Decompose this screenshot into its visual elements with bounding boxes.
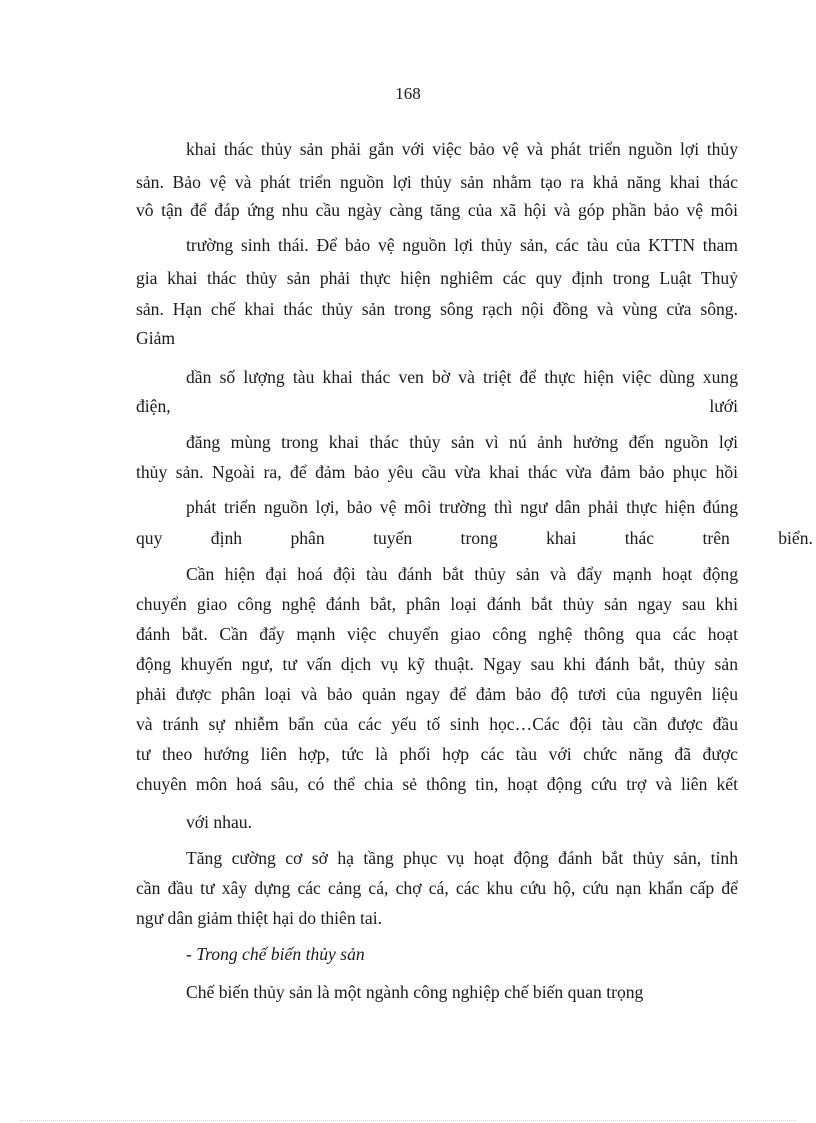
section-heading [186, 942, 738, 966]
text-line: phát triển nguồn lợi, bảo vệ môi trường thì ngư dân phải thực hiện đúng [186, 497, 738, 517]
text-line: chuyển giao công nghệ đánh bắt, phân loại đánh bắt thủy sản ngay sau khi [136, 594, 738, 614]
text-line: sản. Hạn chế khai thác thủy sản trong sông rạch nội đồng và vùng cửa sông. [136, 299, 738, 319]
text-line: Chế biến thủy sản là một ngành công nghiệp chế biến quan trọng [186, 982, 644, 1002]
text-line: và tránh sự nhiễm bẩn của các yếu tố sinh học…Các đội tàu cần được đầu [136, 714, 738, 734]
text-line: phải được phân loại và bảo quản ngay để đảm bảo độ tươi của nguyên liệu [136, 684, 738, 704]
text-line: gia khai thác thủy sản phải thực hiện nghiêm các quy định trong Luật Thuỷ [136, 268, 738, 288]
text-line: với nhau. [186, 812, 252, 832]
text-line: Giảm [136, 328, 176, 348]
text-line: sản. Bảo vệ và phát triển nguồn lợi thủy sản nhằm tạo ra khả năng khai thác [136, 172, 738, 192]
page-bottom-divider [20, 1120, 796, 1121]
page-number: 168 [395, 84, 421, 103]
text-line: Tăng cường cơ sở hạ tầng phục vụ hoạt động đánh bắt thủy sản, tỉnh [186, 848, 738, 868]
text-line: điện, [136, 396, 171, 416]
text-line: trường sinh thái. Để bảo vệ nguồn lợi thủy sản, các tàu của KTTN tham [186, 235, 738, 255]
text-line: quy định phân tuyến trong khai thác trên biển. [136, 528, 813, 548]
text-line: thủy sản. Ngoài ra, để đảm bảo yêu cầu vừa khai thác vừa đảm bảo phục hồi [136, 462, 738, 482]
text-line: chuyên môn hoá sâu, có thể chia sẻ thông tin, hoạt động cứu trợ và liên kết [136, 774, 738, 794]
text-line: cần đầu tư xây dựng các cảng cá, chợ cá, các khu cứu hộ, cứu nạn khẩn cấp để [136, 878, 738, 898]
section-heading-text: Trong chế biến thủy sản [196, 944, 365, 964]
text-line: ngư dân giảm thiệt hại do thiên tai. [136, 908, 383, 928]
text-line: tư theo hướng liên hợp, tức là phối hợp các tàu với chức năng đã được [136, 744, 738, 764]
text-line: Cần hiện đại hoá đội tàu đánh bắt thủy sản và đẩy mạnh hoạt động [186, 564, 738, 584]
dash-prefix: - [186, 944, 197, 964]
text-line: khai thác thủy sản phải gắn với việc bảo vệ và phát triển nguồn lợi thủy [186, 139, 738, 159]
text-line: dần số lượng tàu khai thác ven bờ và triệt để thực hiện việc dùng xung [186, 367, 738, 387]
text-line: lưới [709, 396, 738, 416]
text-line: đăng mùng trong khai thác thủy sản vì nú ảnh hưởng đến nguồn lợi [186, 432, 738, 452]
text-line: động khuyến ngư, tư vấn dịch vụ kỹ thuật. Ngay sau khi đánh bắt, thủy sản [136, 654, 738, 674]
text-line: vô tận để đáp ứng nhu cầu ngày càng tăng của xã hội và góp phần bảo vệ môi [136, 200, 738, 220]
text-line: đánh bắt. Cần đẩy mạnh việc chuyển giao công nghệ thông qua các hoạt [136, 624, 738, 644]
